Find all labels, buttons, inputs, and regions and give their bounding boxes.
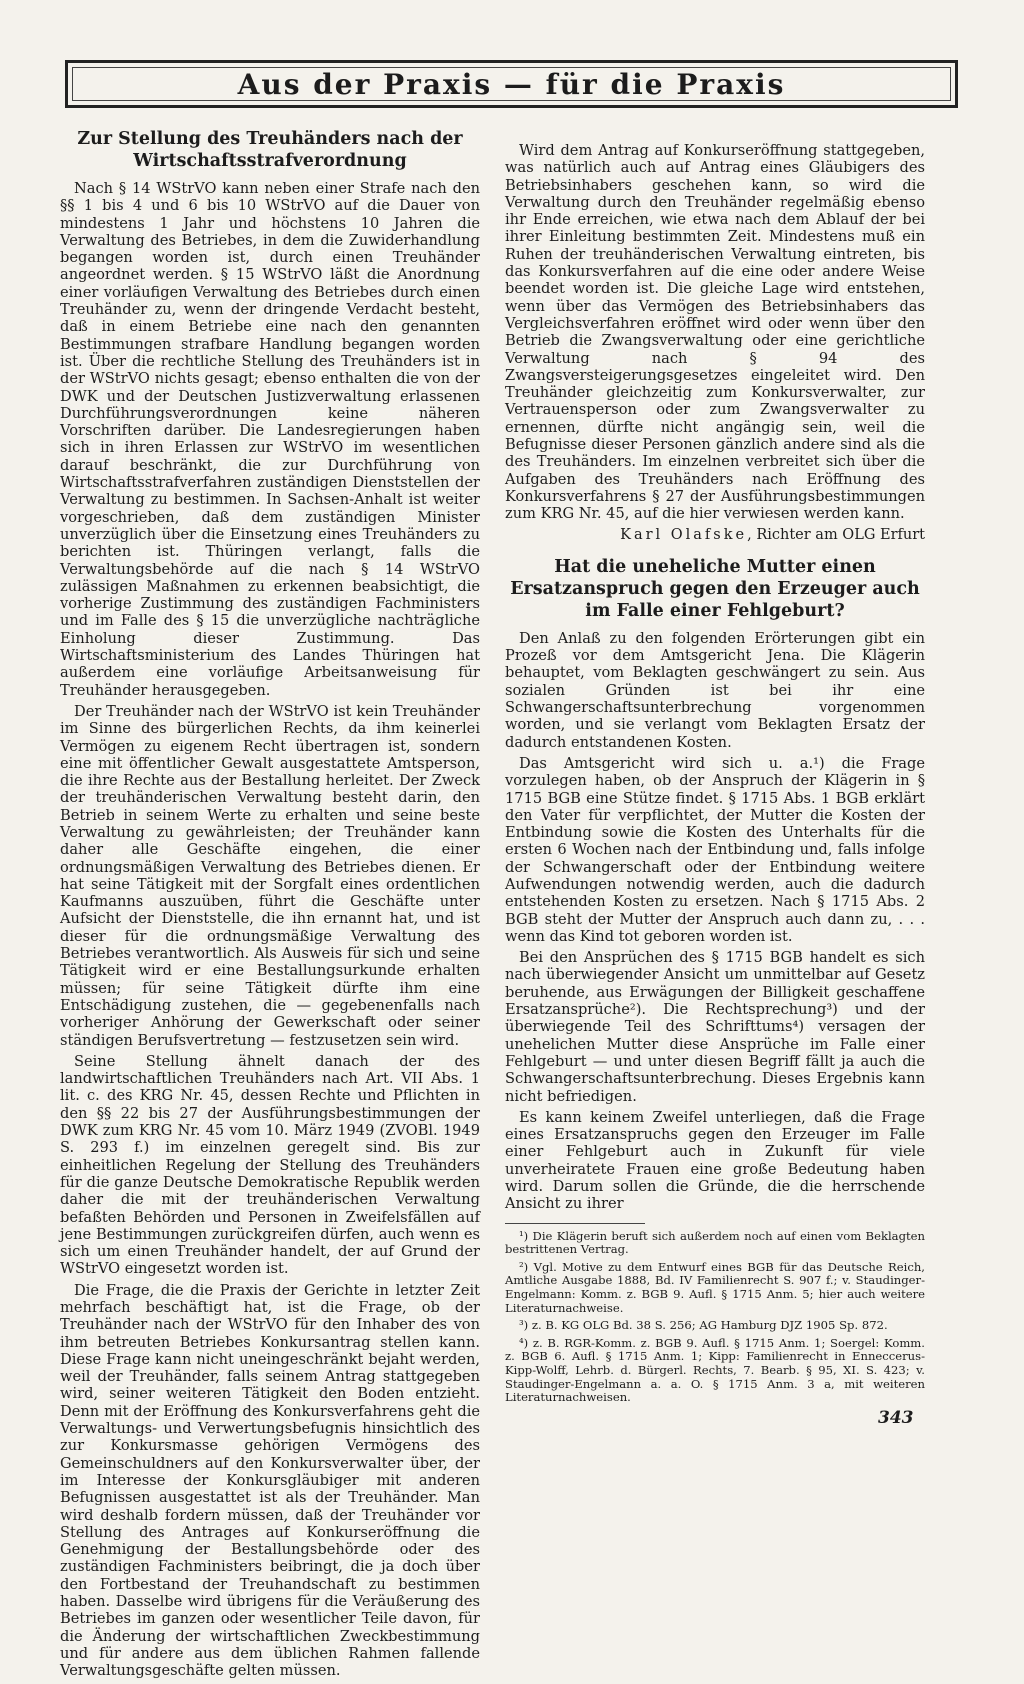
section-banner xyxy=(65,60,958,108)
page-number: 343 xyxy=(878,1408,914,1428)
footnote-divider xyxy=(505,1223,645,1224)
article1-paragraph: Wird dem Antrag auf Konkurseröffnung stattgegeben, was natürlich auch auf Antrag eines Gläubigers des Betriebsinhabers geschehen kann, so wird die Verwaltung durch den Treuhänder regelmäßig ebenso ihr Ende erreichen, wie etwa nach dem Ablauf der bei ihrer Einleitung bestimmten Zeit. Mindestens muß ein Ruhen der treuhänderischen Verwaltung eintreten, bis das Konkursverfahren auf die eine oder andere Weise beendet worden ist. Die gleiche Lage wird entstehen, wenn über das Vermögen des Betriebsinhabers das Vergleichsverfahren eröffnet wird oder wenn über den Betrieb die Zwangsverwaltung oder eine gerichtliche Verwaltung nach § 94 des Zwangsversteigerungsgesetzes eingeleitet wird. Den Treuhänder gleichzeitig zum Konkursverwalter, zur Vertrauensperson oder zum Zwangsverwalter zu ernennen, dürfte nicht angängig sein, weil die Befugnisse dieser Personen gänzlich andere sind als die des Treuhänders. Im einzelnen verbreitet sich über die Aufgaben des Treuhänders nach Eröffnung des Konkursverfahrens § 27 der Ausführungsbestimmungen zum KRG Nr. 45, auf die hier verwiesen werden kann. xyxy=(505,142,925,523)
right-column xyxy=(505,142,925,1409)
author-name: Karl Olafske xyxy=(620,526,748,543)
article2-heading: Hat die uneheliche Mutter einen Ersatzanspruch gegen den Erzeuger auch im Falle einer Fehlgeburt? xyxy=(510,556,920,621)
article1-paragraph: Seine Stellung ähnelt danach der des landwirtschaftlichen Treuhänders nach Art. VII Abs. 1 lit. c. des KRG Nr. 45, dessen Rechte und Pflichten in den §§ 22 bis 27 der Ausführungsbestimmungen der DWK zum KRG Nr. 45 vom 10. März 1949 (ZVOBl. 1949 S. 293 f.) im einzelnen geregelt sind. Bis zur einheitlichen Regelung der Stellung des Treuhänders für die ganze Deutsche Demokratische Republik werden daher die mit der treuhänderischen Verwaltung befaßten Behörden und Personen in Zweifelsfällen auf jene Bestimmungen zurückgreifen dürfen, auch wenn es sich um einen Treuhänder handelt, der auf Grund der WStrVO eingesetzt worden ist. xyxy=(60,1052,480,1278)
footnote: ⁴) z. B. RGR-Komm. z. BGB 9. Aufl. § 1715 Anm. 1; Soergel: Komm. z. BGB 6. Aufl. § 1715 Anm. 1; Kipp: Familienrecht in Enneccerus-Kipp-Wolff, Lehrb. d. Bürgerl. Rechts, 7. Bearb. § 95, XI. S. 423; v. Staudinger-Engelmann a. a. O. § 1715 Anm. 3 a, mit weiteren Literaturnachweisen. xyxy=(505,1335,925,1405)
footnote: ³) z. B. KG OLG Bd. 38 S. 256; AG Hamburg DJZ 1905 Sp. 872. xyxy=(519,1318,888,1333)
article1-paragraph: Der Treuhänder nach der WStrVO ist kein Treuhänder im Sinne des bürgerlichen Rechts, da ihm keinerlei Vermögen zu eigenem Recht übertragen ist, sondern eine mit öffentlicher Gewalt ausgestattete Amtsperson, die ihre Rechte aus der Bestallung herleitet. Der Zweck der treuhänderischen Verwaltung besteht darin, den Betrieb in seinem Werte zu erhalten und seine beste Verwaltung zu gewährleisten; der Treuhänder kann daher alle Geschäfte eingehen, die einer ordnungsmäßigen Verwaltung des Betriebes dienen. Er hat seine Tätigkeit mit der Sorgfalt eines ordentlichen Kaufmanns auszuüben, führt die Geschäfte unter Aufsicht der Dienststelle, die ihn ernannt hat, und ist dieser für die ordnungsmäßige Verwaltung des Betriebes verantwortlich. Als Ausweis für sich und seine Tätigkeit wird er eine Bestallungsurkunde erhalten müssen; für seine Tätigkeit dürfte ihm eine Entschädigung zustehen, die — gegebenenfalls nach vorheriger Anhörung der Gewerkschaft oder seiner ständigen Berufsvertretung — festzusetzen sein wird. xyxy=(60,702,480,1049)
article2-paragraph: Das Amtsgericht wird sich u. a.¹) die Frage vorzulegen haben, ob der Anspruch der Klägerin in § 1715 BGB eine Stütze findet. § 1715 Abs. 1 BGB erklärt den Vater für verpflichtet, der Mutter die Kosten der Entbindung sowie die Kosten des Unterhalts für die ersten 6 Wochen nach der Entbindung und, falls infolge der Schwangerschaft oder der Entbindung weitere Aufwendungen notwendig werden, auch die dadurch entstehenden Kosten zu ersetzen. Nach § 1715 Abs. 2 BGB steht der Mutter der Anspruch auch dann zu, . . . wenn das Kind tot geboren worden ist. xyxy=(505,754,925,945)
author-byline xyxy=(505,527,925,544)
banner-title: Aus der Praxis — für die Praxis xyxy=(237,67,786,101)
footnote: ²) Vgl. Motive zu dem Entwurf eines BGB für das Deutsche Reich, Amtliche Ausgabe 1888, Bd. IV Familienrecht S. 907 f.; v. Staudinger-Engelmann: Komm. z. BGB 9. Aufl. § 1715 Anm. 5; hier auch weitere Literaturnachweise. xyxy=(505,1259,925,1315)
left-column xyxy=(60,128,480,1684)
article1-paragraph: Nach § 14 WStrVO kann neben einer Strafe nach den §§ 1 bis 4 und 6 bis 10 WStrVO auf die Dauer von mindestens 1 Jahr und höchstens 10 Jahren die Verwaltung des Betriebes, in dem die Zuwiderhandlung begangen worden ist, durch einen Treuhänder angeordnet werden. § 15 WStrVO läßt die Anordnung einer vorläufigen Verwaltung des Betriebes durch einen Treuhänder zu, wenn der dringende Verdacht besteht, daß in einem Betriebe eine nach den genannten Bestimmungen strafbare Handlung begangen worden ist. Über die rechtliche Stellung des Treuhänders ist in der WStrVO nichts gesagt; ebenso enthalten die von der DWK und der Deutschen Justizverwaltung erlassenen Durchführungsverordnungen keine näheren Vorschriften darüber. Die Landesregierungen haben sich in ihren Erlassen zur WStrVO im wesentlichen darauf beschränkt, die zur Durchführung von Wirtschaftsstrafverfahren zuständigen Dienststellen der Verwaltung zu bestimmen. In Sachsen-Anhalt ist weiter vorgeschrieben, daß dem zuständigen Minister unverzüglich über die Einsetzung eines Treuhänders zu berichten ist. Thüringen verlangt, falls die Verwaltungsbehörde auf die nach § 14 WStrVO zulässigen Maßnahmen zu erkennen beabsichtigt, die vorherige Zustimmung des zuständigen Fachministers und im Falle des § 15 die unverzügliche nachträgliche Einholung dieser Zustimmung. Das Wirtschaftsministerium des Landes Thüringen hat außerdem eine vorläufige Arbeitsanweisung für Treuhänder herausgegeben. xyxy=(60,180,480,699)
article2-paragraph: Es kann keinem Zweifel unterliegen, daß die Frage eines Ersatzanspruchs gegen den Erzeuger im Falle einer Fehlgeburt auch in Zukunft für viele unverheiratete Frauen eine große Bedeutung haben wird. Darum sollen die Gründe, die die herrschende Ansicht zu ihrer xyxy=(505,1108,925,1213)
author-title: , Richter am OLG Erfurt xyxy=(747,526,925,543)
article2-paragraph: Den Anlaß zu den folgenden Erörterungen gibt ein Prozeß vor dem Amtsgericht Jena. Die Klägerin behauptet, vom Beklagten geschwängert zu sein. Aus sozialen Gründen ist bei ihr eine Schwangerschaftsunterbrechung vorgenommen worden, und sie verlangt vom Beklagten Ersatz der dadurch entstandenen Kosten. xyxy=(505,629,925,751)
footnote: ¹) Die Klägerin beruft sich außerdem noch auf einen vom Beklagten bestrittenen Vertrag. xyxy=(505,1228,925,1257)
article2-paragraph: Bei den Ansprüchen des § 1715 BGB handelt es sich nach überwiegender Ansicht um unmittelbar auf Gesetz beruhende, aus Erwägungen der Billigkeit geschaffene Ersatzansprüche²). Die Rechtsprechung³) und der überwiegende Teil des Schrifttums⁴) versagen der unehelichen Mutter diese Ansprüche im Falle einer Fehlgeburt — und unter diesen Begriff fällt ja auch die Schwangerschaftsunterbrechung. Dieses Ergebnis kann nicht befriedigen. xyxy=(505,949,925,1105)
article1-paragraph: Die Frage, die die Praxis der Gerichte in letzter Zeit mehrfach beschäftigt hat, ist die Frage, ob der Treuhänder nach der WStrVO für den Inhaber des von ihm betreuten Betriebes Konkursantrag stellen kann. Diese Frage kann nicht uneingeschränkt bejaht werden, weil der Treuhänder, falls seinem Antrag stattgegeben wird, seiner weiteren Tätigkeit den Boden entzieht. Denn mit der Eröffnung des Konkursverfahrens geht die Verwaltungs- und Verwertungsbefugnis hinsichtlich des zur Konkursmasse gehörigen Vermögens des Gemeinschuldners auf den Konkursverwalter über, der im Interesse der Konkursgläubiger mit anderen Befugnissen ausgestattet ist als der Treuhänder. Man wird deshalb fordern müssen, daß der Treuhänder vor Stellung des Antrages auf Konkurseröffnung die Genehmigung der Bestallungsbehörde oder des zuständigen Fachministers beibringt, die ja doch über den Fortbestand der Treuhandschaft zu bestimmen haben. Dasselbe wird übrigens für die Veräußerung des Betriebes im ganzen oder wesentlicher Teile davon, für die Änderung der wirtschaftlichen Zweckbestimmung und für andere aus dem üblichen Rahmen fallende Verwaltungsgeschäfte gelten müssen. xyxy=(60,1281,480,1680)
article1-heading: Zur Stellung des Treuhänders nach der Wirtschaftsstrafverordnung xyxy=(77,129,463,171)
